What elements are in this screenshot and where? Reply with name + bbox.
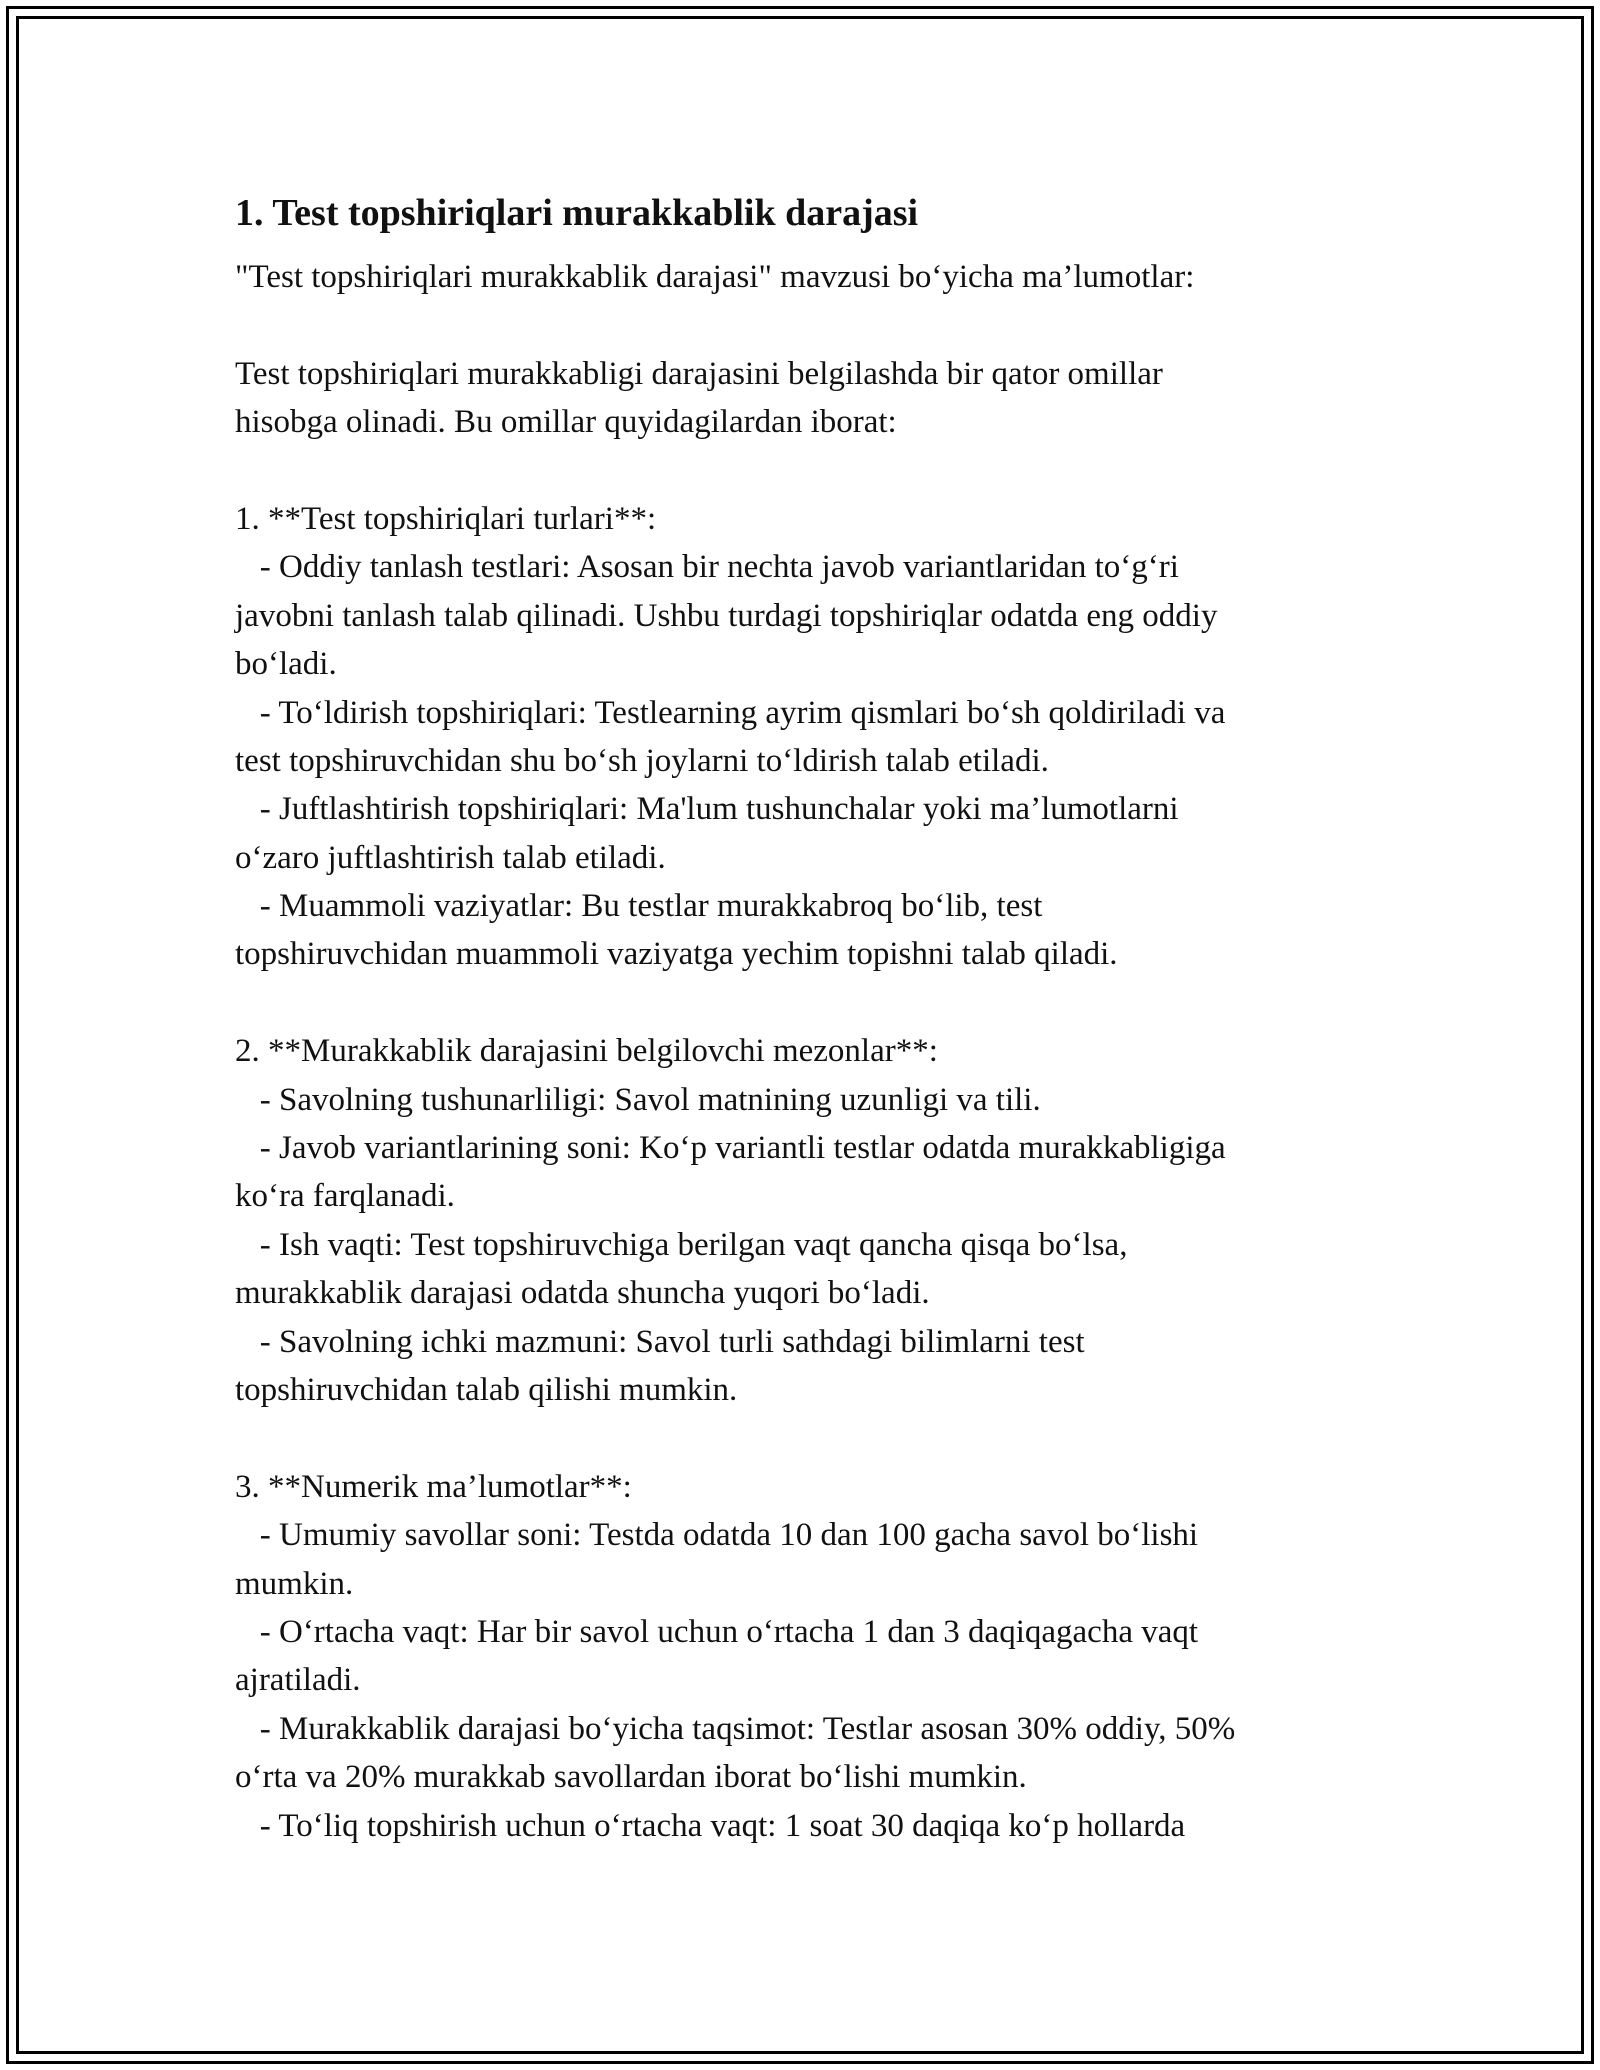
document-line: "Test topshiriqlari murakkablik darajasi" mavzusi bo‘yicha ma’lumotlar:: [235, 259, 1195, 295]
document-line: - Ish vaqti: Test topshiruvchiga berilgan vaqt qancha qisqa bo‘lsa,: [235, 1226, 1128, 1263]
document-line: ajratiladi.: [235, 1662, 361, 1699]
document-title: 1. Test topshiriqlari murakkablik darajasi: [235, 192, 919, 234]
document-line: [235, 301, 1365, 349]
document-line: - Muammoli vaziyatlar: Bu testlar murakkabroq bo‘lib, test: [235, 888, 1043, 925]
document-line: - O‘rtacha vaqt: Har bir savol uchun o‘rtacha 1 dan 3 daqiqagacha vaqt: [235, 1613, 1199, 1650]
document-line: 3. **Numerik ma’lumotlar**:: [235, 1468, 632, 1505]
document-line: - Oddiy tanlash testlari: Asosan bir nechta javob variantlaridan to‘g‘ri: [235, 549, 1179, 586]
document-line: - Umumiy savollar soni: Testda odatda 10 dan 100 gacha savol bo‘lishi: [235, 1517, 1199, 1554]
document-line: test topshiruvchidan shu bo‘sh joylarni to‘ldirish talab etiladi.: [235, 742, 1049, 779]
document-line: - Savolning ichki mazmuni: Savol turli sathdagi bilimlarni test: [235, 1323, 1085, 1360]
document-line: [235, 1414, 1365, 1462]
document-line: - Javob variantlarining soni: Ko‘p variantli testlar odatda murakkabligiga: [235, 1130, 1226, 1167]
document-line: topshiruvchidan muammoli vaziyatga yechim topishni talab qiladi.: [235, 936, 1118, 973]
document-line: [235, 979, 1365, 1027]
document-line: - To‘ldirish topshiriqlari: Testlearning ayrim qismlari bo‘sh qoldiriladi va: [235, 694, 1226, 731]
document-content: [235, 185, 1365, 1850]
document-line: - Murakkablik darajasi bo‘yicha taqsimot: Testlar asosan 30% oddiy, 50%: [235, 1710, 1236, 1747]
document-line: topshiruvchidan talab qilishi mumkin.: [235, 1371, 738, 1408]
document-line: murakkablik darajasi odatda shuncha yuqori bo‘ladi.: [235, 1275, 930, 1312]
document-line: ko‘ra farqlanadi.: [235, 1178, 455, 1215]
document-line: o‘zaro juftlashtirish talab etiladi.: [235, 839, 666, 876]
document-line: 2. **Murakkablik darajasini belgilovchi mezonlar**:: [235, 1033, 938, 1070]
document-line: bo‘ladi.: [235, 646, 337, 683]
document-line: [235, 447, 1365, 495]
document-line: mumkin.: [235, 1565, 354, 1602]
document-line: 1. **Test topshiriqlari turlari**:: [235, 500, 657, 537]
document-line: - Juftlashtirish topshiriqlari: Ma'lum tushunchalar yoki ma’lumotlarni: [235, 791, 1179, 828]
document-body: [235, 253, 1365, 1850]
document-line: - To‘liq topshirish uchun o‘rtacha vaqt: 1 soat 30 daqiqa ko‘p hollarda: [235, 1807, 1186, 1844]
document-line: - Savolning tushunarliligi: Savol matnining uzunligi va tili.: [235, 1081, 1041, 1118]
document-line: Test topshiriqlari murakkabligi darajasini belgilashda bir qator omillar: [235, 355, 1163, 392]
document-line: javobni tanlash talab qilinadi. Ushbu turdagi topshiriqlar odatda eng oddiy: [235, 597, 1218, 634]
document-line: o‘rta va 20% murakkab savollardan iborat bo‘lishi mumkin.: [235, 1759, 1027, 1796]
document-line: hisobga olinadi. Bu omillar quyidagilardan iborat:: [235, 404, 897, 441]
